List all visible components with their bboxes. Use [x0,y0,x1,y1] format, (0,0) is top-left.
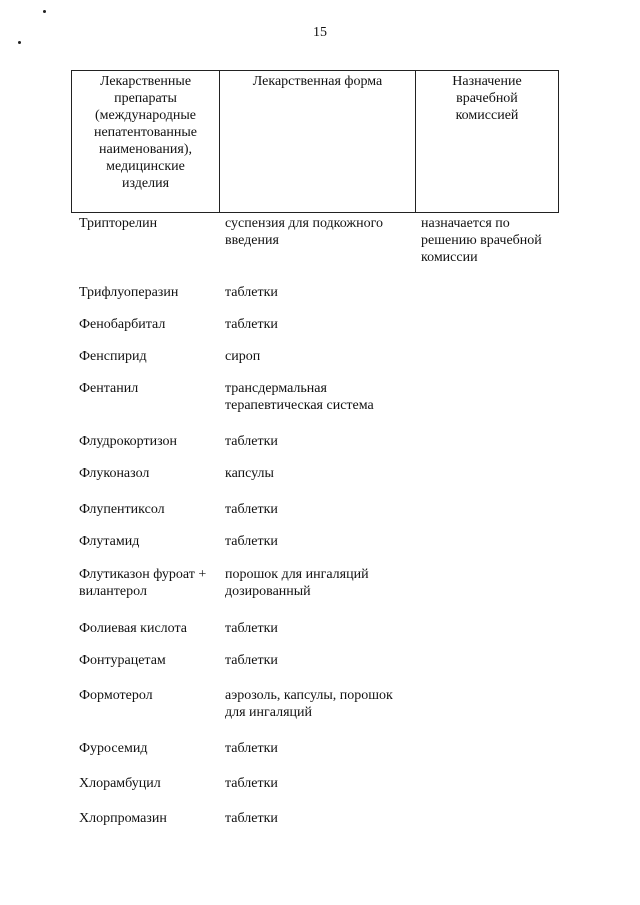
drug-name-cell [79,215,223,232]
cell-text-line: сироп [225,349,261,364]
cell-text-line: таблетки [225,811,278,826]
cell-text-line: комиссии [421,250,478,265]
dosage-form-cell [225,380,405,414]
dosage-form-cell [225,775,405,792]
cell-text-line: таблетки [225,741,278,756]
cell-text-line: Флудрокортизон [79,434,178,449]
header-col-form [220,71,416,212]
table-header [71,70,559,213]
header-text-line: непатентованные [93,125,198,140]
header-text-line: врачебной [456,91,518,106]
cell-text-line: Флупентиксол [79,502,165,517]
drug-name-cell [79,620,223,637]
cell-text-line: Фентанил [79,381,139,396]
dosage-form-cell [225,501,405,518]
dosage-form-cell [225,348,405,365]
dosage-form-cell [225,465,405,482]
cell-text-line: Фенобарбитал [79,317,166,332]
drug-name-cell [79,810,223,827]
cell-text-line: таблетки [225,502,278,517]
cell-text-line: для ингаляций [225,705,313,720]
drug-name-cell [79,284,223,301]
cell-text-line: терапевтическая система [225,398,374,413]
scan-speck [43,10,46,13]
cell-text-line: вилантерол [79,584,147,599]
cell-text-line: назначается по [421,216,510,231]
header-text-line: Лекарственная форма [252,74,383,89]
cell-text-line: Фолиевая кислота [79,621,187,636]
cell-text-line: таблетки [225,534,278,549]
drug-name-cell [79,566,223,600]
cell-text-line: Фенспирид [79,349,147,364]
cell-text-line: Фуросемид [79,741,148,756]
drug-name-cell [79,652,223,669]
cell-text-line: Трипторелин [79,216,158,231]
drug-name-cell [79,687,223,704]
cell-text-line: введения [225,233,279,248]
cell-text-line: таблетки [225,621,278,636]
drug-name-cell [79,433,223,450]
dosage-form-cell [225,810,405,827]
cell-text-line: таблетки [225,776,278,791]
cell-text-line: Флуконазол [79,466,150,481]
header-col-commission [416,71,558,212]
cell-text-line: решению врачебной [421,233,542,248]
cell-text-line: порошок для ингаляций [225,567,369,582]
drug-name-cell [79,316,223,333]
cell-text-line: Флутамид [79,534,140,549]
cell-text-line: таблетки [225,653,278,668]
cell-text-line: таблетки [225,285,278,300]
drug-name-cell [79,740,223,757]
cell-text-line: Фонтурацетам [79,653,166,668]
cell-text-line: Трифлуоперазин [79,285,179,300]
cell-text-line: таблетки [225,434,278,449]
cell-text-line: дозированный [225,584,311,599]
header-text-line: Назначение [452,74,522,89]
drug-name-cell [79,501,223,518]
cell-text-line: таблетки [225,317,278,332]
dosage-form-cell [225,566,405,600]
dosage-form-cell [225,533,405,550]
dosage-form-cell [225,740,405,757]
cell-text-line: аэрозоль, капсулы, порошок [225,688,393,703]
cell-text-line: Хлорпромазин [79,811,167,826]
header-text-line: препараты [114,91,177,106]
cell-text-line: суспензия для подкожного [225,216,383,231]
page-number: 15 [313,25,327,40]
dosage-form-cell [225,433,405,450]
dosage-form-cell [225,284,405,301]
dosage-form-cell [225,652,405,669]
cell-text-line: капсулы [225,466,274,481]
cell-text-line: Флутиказон фуроат + [79,567,207,582]
cell-text-line: Формотерол [79,688,153,703]
header-text-line: изделия [121,176,170,191]
cell-text-line: трансдермальная [225,381,327,396]
header-text-line: медицинские [106,159,185,174]
commission-note-cell [421,215,561,266]
cell-text-line: Хлорамбуцил [79,776,161,791]
dosage-form-cell [225,687,405,721]
drug-name-cell [79,533,223,550]
dosage-form-cell [225,316,405,333]
scan-speck [18,41,21,44]
drug-name-cell [79,348,223,365]
header-text-line: Лекарственные [99,74,192,89]
dosage-form-cell [225,215,405,249]
drug-name-cell [79,380,223,397]
header-col-drugs [72,71,220,212]
drug-name-cell [79,465,223,482]
header-text-line: (международные [94,108,197,123]
dosage-form-cell [225,620,405,637]
header-text-line: наименования), [99,142,192,157]
header-text-line: комиссией [455,108,519,123]
drug-name-cell [79,775,223,792]
